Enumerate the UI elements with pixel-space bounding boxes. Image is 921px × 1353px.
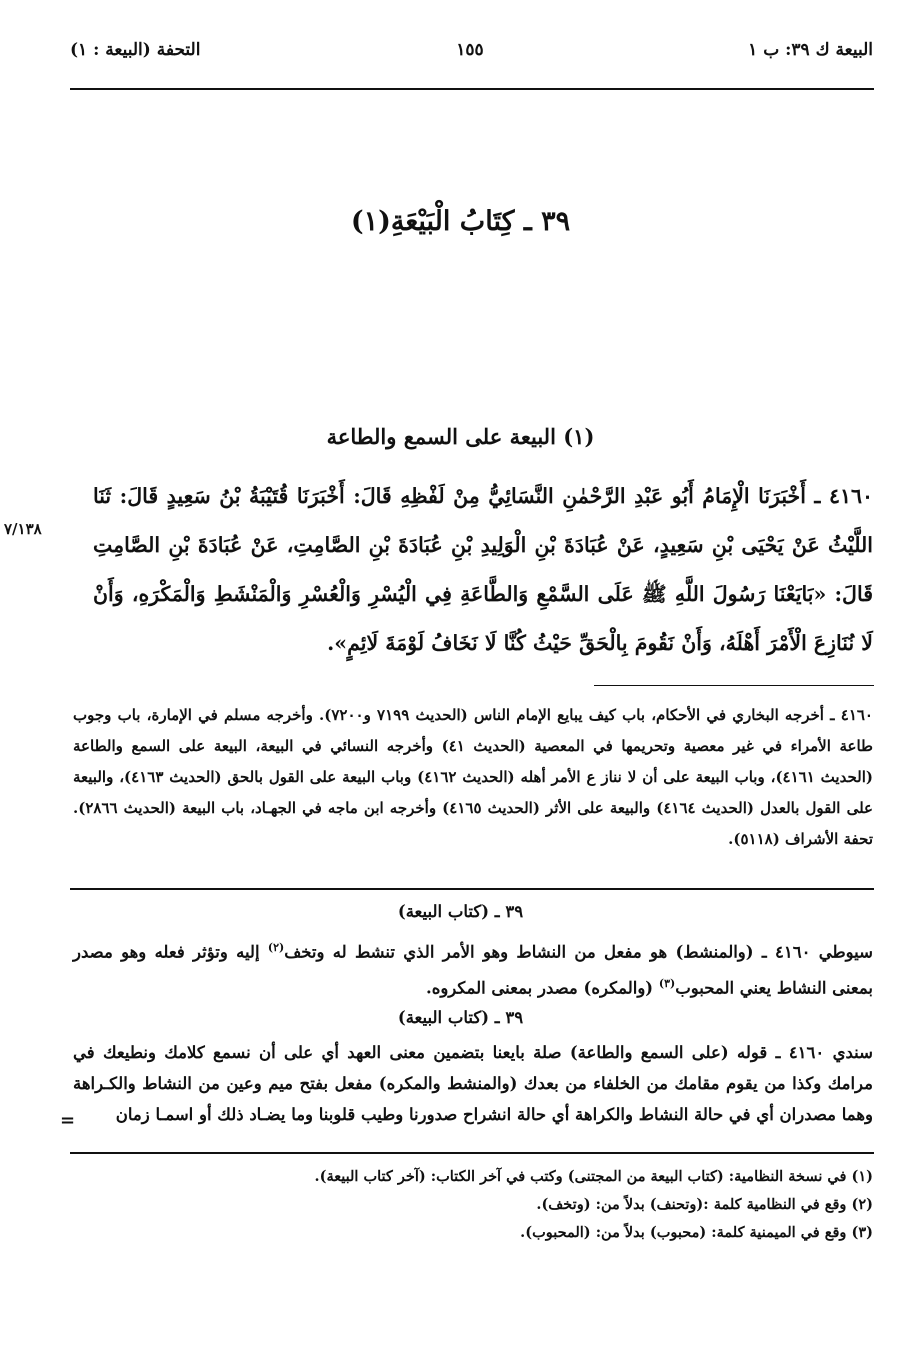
- sindi-title: ٣٩ ـ (كتاب البيعة): [397, 1008, 524, 1027]
- footnote-divider: [594, 685, 874, 686]
- sindi-commentary: سندي ٤١٦٠ ـ قوله (على السمع والطاعة) صلة بايعنا بتضمين معنى العهد أي على أن نسمع كلامك ونطيعك في مرامك وكذا من يقوم مقامك من الخلفاء من بعدك (والمنشط والمكره) مفعل بفتح ميم وعين من النشاط والكـراهة وهما مصدران أي في حالة النشاط والكراهة أي حالة انشراح صدورنا وطيب قلوبنا وما يضـاد ذلك أو اسمـا زمان: [73, 1043, 873, 1124]
- page-number: ١٥٥: [456, 40, 484, 60]
- suyuti-commentary: سيوطي ٤١٦٠ ـ (والمنشط) هو مفعل من النشاط وهو الأمر الذي تنشط له وتخف$^{(٢)}$ إليه وتؤثر فعله وهو مصدر بمعنى النشاط يعني المحبوب$^{(٣)}$ (والمكره) مصدر بمعنى المكروه.: [73, 941, 873, 997]
- footnote-3: (٣) وقع في الميمنية كلمة: (محبوب) بدلاً من: (المحبوب).: [520, 1224, 873, 1241]
- section-heading: (١) البيعة على السمع والطاعة: [326, 424, 595, 449]
- header-rule: [70, 88, 874, 90]
- commentary-divider: [70, 888, 874, 890]
- footnote-1: (١) في نسخة النظامية: (كتاب البيعة من المجتنى) وكتب في آخر الكتاب: (آخر كتاب البيعة).: [314, 1168, 873, 1185]
- continuation-mark: =: [60, 1110, 76, 1131]
- footnotes-divider: [70, 1152, 874, 1154]
- margin-reference: ٧/١٣٨: [4, 520, 42, 538]
- header-chapter-ref: البيعة ك ٣٩: ب ١: [748, 40, 873, 60]
- takhrij-note: ٤١٦٠ ـ أخرجه البخاري في الأحكام، باب كيف يبايع الإمام الناس (الحديث ٧١٩٩ و٧٢٠٠). وأخرجه مسلم في الإمارة، باب وجوب طاعة الأمراء في غير معصية وتحريمها في المعصية (الحديث ٤١) وأخرجه النسائي في البيعة، البيعة على السمع والطاعة (الحديث ٤١٦١)، وباب البيعة على أن لا نناز ع الأمر أهله (الحديث ٤١٦٢) وباب البيعة على القول بالحق (الحديث ٤١٦٣)، والبيعة على القول بالعدل (الحديث ٤١٦٤) والبيعة على الأثر (الحديث ٤١٦٥) وأخرجه ابن ماجه في الجهـاد، باب البيعة (الحديث ٢٨٦٦). تحفة الأشراف (٥١١٨).: [73, 706, 874, 848]
- suyuti-title: ٣٩ ـ (كتاب البيعة): [397, 902, 524, 921]
- hadith-text: ٤١٦٠ ـ أَخْبَرَنَا الْإِمَامُ أَبُو عَبْدِ الرَّحْمٰنِ النَّسَائِيُّ مِنْ لَفْظِهِ قَالَ: أَخْبَرَنَا قُتَيْبَةُ بْنُ سَعِيدٍ قَالَ: ثَنَا اللَّيْثُ عَنْ يَحْيَى بْنِ سَعِيدٍ، عَنْ عُبَادَةَ بْنِ الْوَلِيدِ بْنِ عُبَادَةَ بْنِ الصَّامِتِ، عَنْ عُبَادَةَ بْنِ الصَّامِتِ قَالَ: «بَايَعْنَا رَسُولَ اللَّهِ ﷺ عَلَى السَّمْعِ وَالطَّاعَةِ فِي الْيُسْرِ وَالْعُسْرِ وَالْمَنْشَطِ وَالْمَكْرَهِ، وَأَنْ لَا نُنَازِعَ الْأَمْرَ أَهْلَهُ، وَأَنْ نَقُومَ بِالْحَقِّ حَيْثُ كُنَّا لَا نَخَافُ لَوْمَةَ لَائِمٍ».: [93, 484, 873, 655]
- book-title: ٣٩ ـ كِتَابُ الْبَيْعَةِ(١): [350, 206, 571, 237]
- header-tuhfa-ref: التحفة (البيعة : ١): [70, 40, 201, 60]
- footnote-2: (٢) وقع في النظامية كلمة :(وتحنف) بدلاً من: (وتخف).: [536, 1196, 873, 1213]
